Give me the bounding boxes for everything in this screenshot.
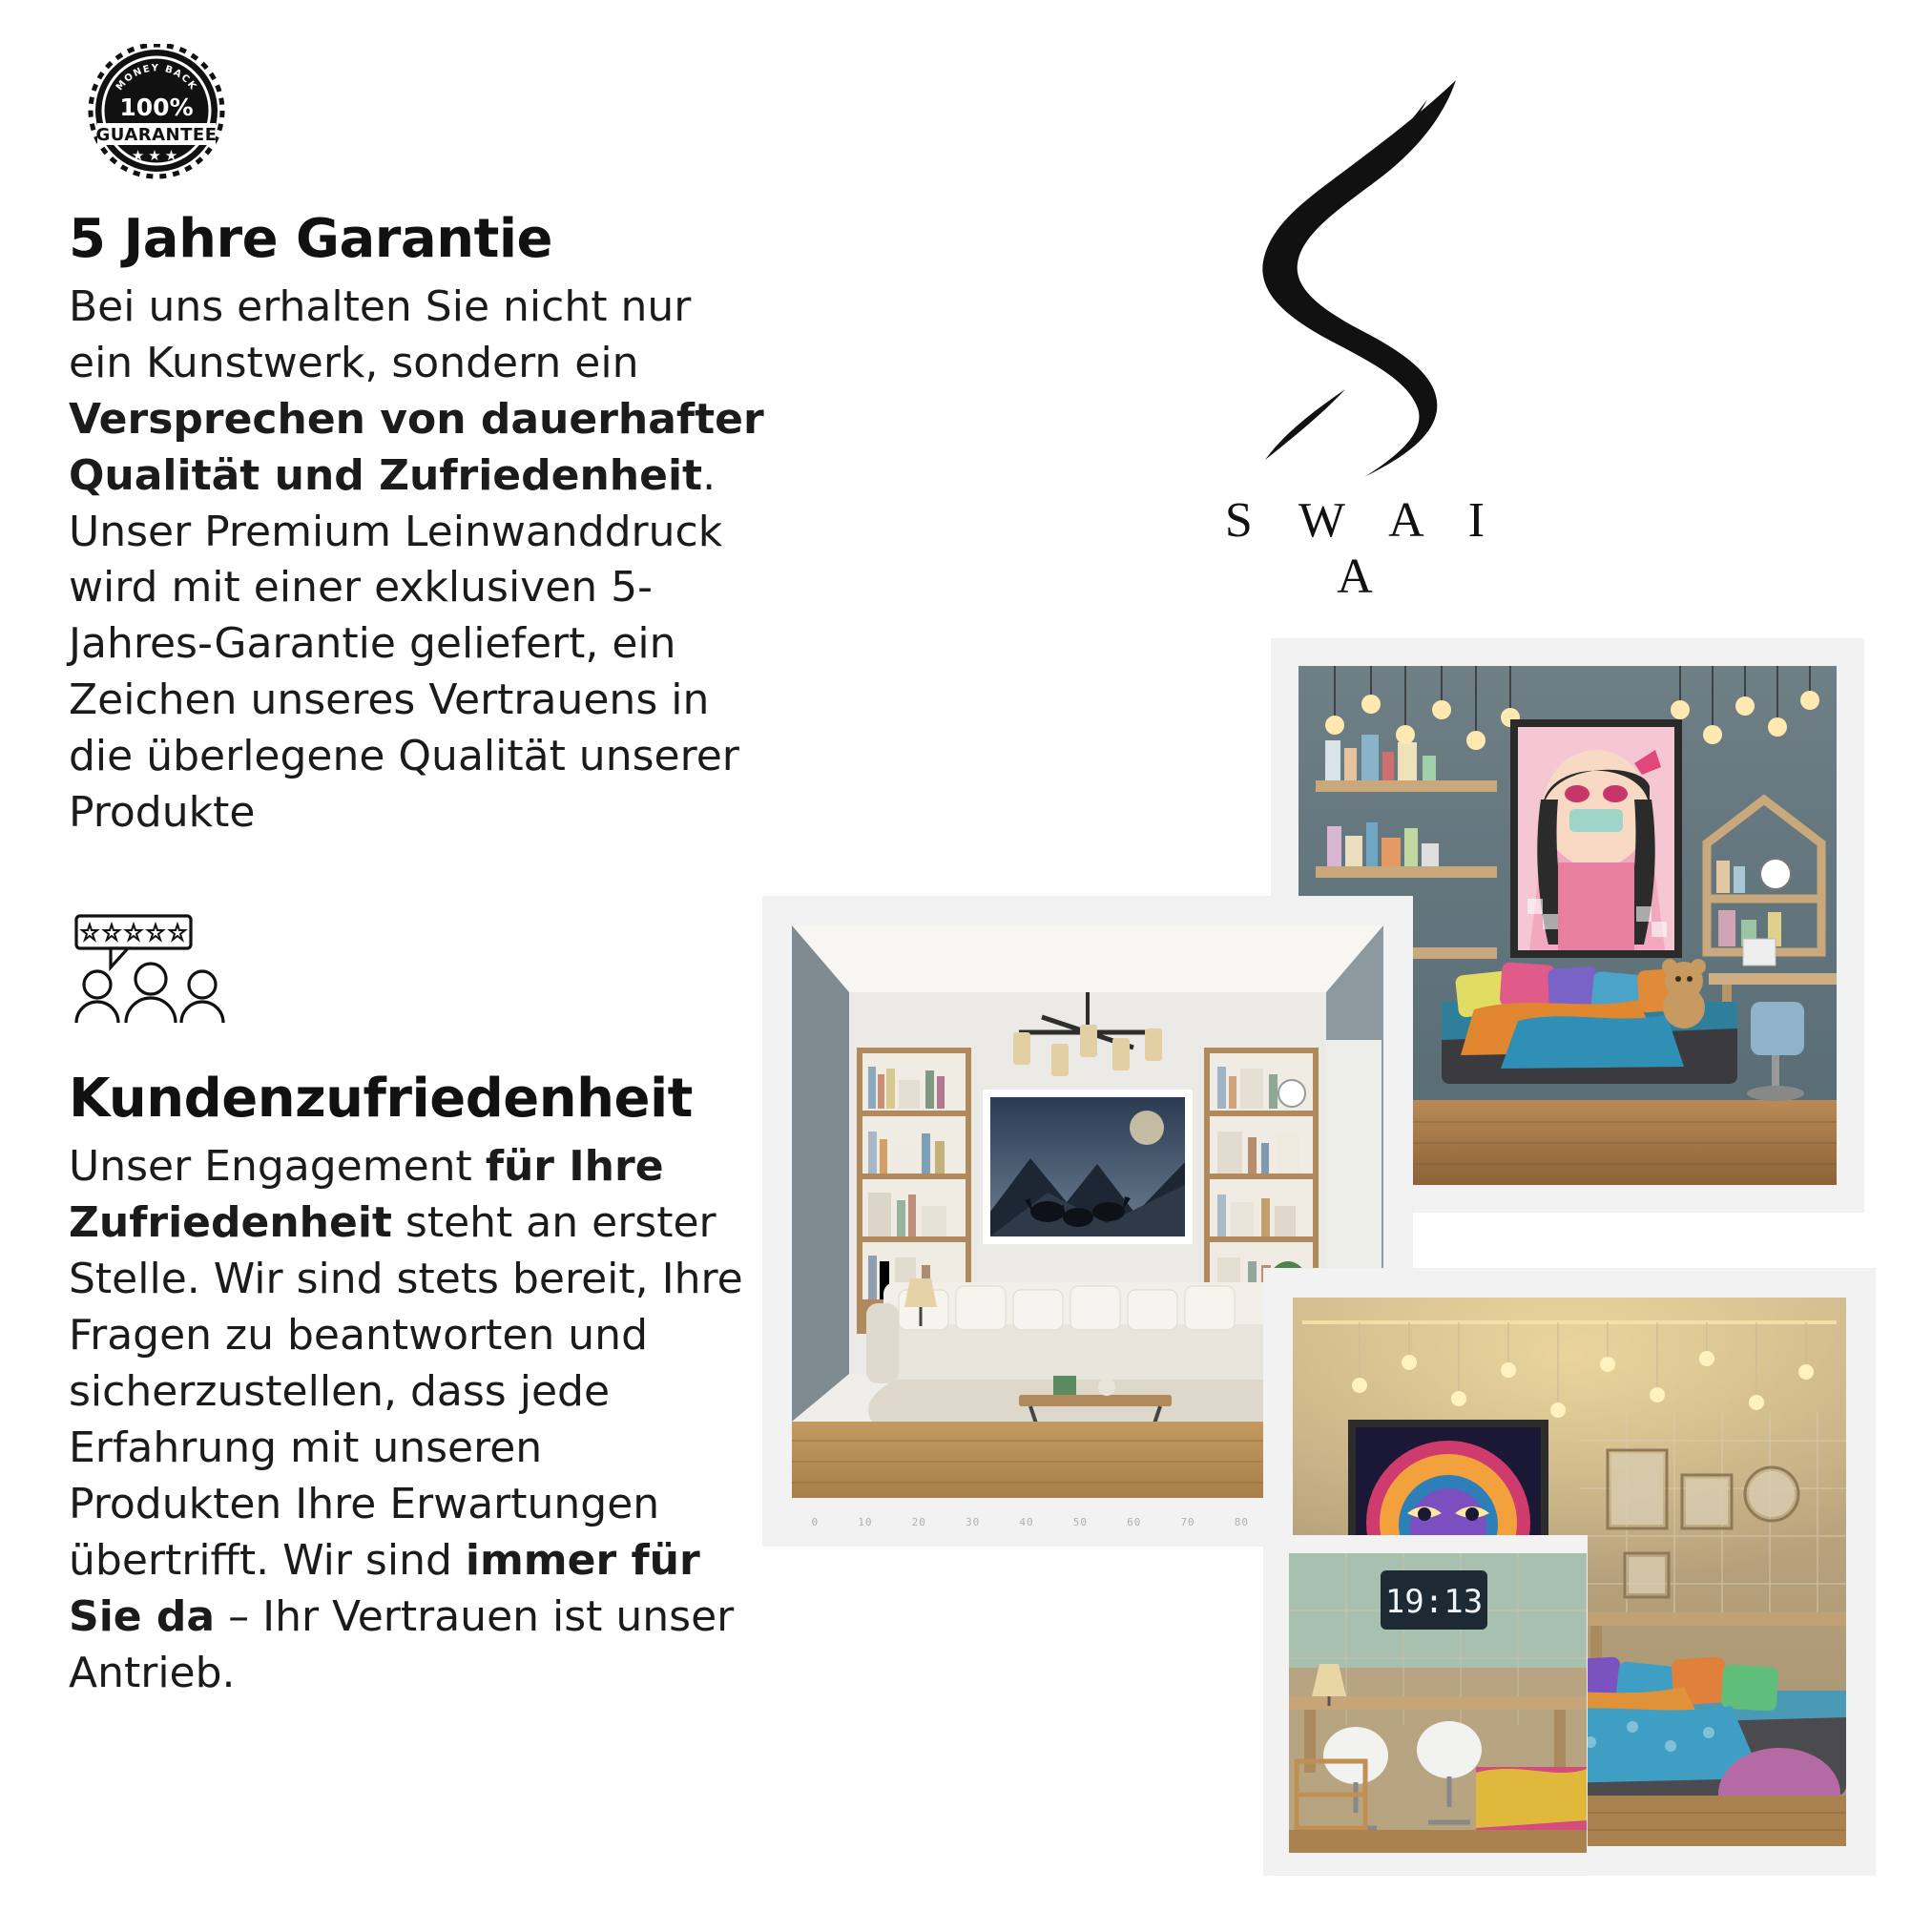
customer-review-group-icon	[69, 910, 236, 1049]
desk-corner-illustration	[1289, 1553, 1587, 1853]
people-stars-icon	[69, 910, 236, 1049]
satisfaction-paragraph	[69, 1139, 765, 1702]
satisfaction-text-part-3: steht an erster Stelle. Wir sind stets bereit, Ihre Fragen zu beantworten und sicherzustellen, dass jede Erfahrung mit unseren Produkten Ihre Erwartungen übertrifft. Wir sind	[69, 1197, 743, 1585]
ruler-tick: 60	[1127, 1515, 1142, 1528]
ruler-tick: 30	[966, 1515, 981, 1528]
ruler-tick: 50	[1072, 1515, 1088, 1528]
warranty-title: 5 Jahre Garantie	[69, 208, 553, 270]
svg-text:100%: 100%	[119, 93, 194, 121]
ruler-tick: 40	[1019, 1515, 1034, 1528]
desk-clock-time: 19:13	[1384, 1583, 1484, 1621]
section-satisfaction	[69, 910, 765, 1701]
warranty-text-part-1: Bei uns erhalten Sie nicht nur ein Kunstwerk, sondern ein	[69, 281, 692, 387]
money-back-guarantee-badge	[69, 44, 250, 197]
warranty-text-part-2: Versprechen von dauerhafter Qualität und Zufriedenheit	[69, 394, 764, 500]
satisfaction-title: Kundenzufriedenheit	[69, 1068, 693, 1131]
kids-room-desk-image	[1289, 1553, 1587, 1853]
ruler-tick: 20	[911, 1515, 926, 1528]
kids-room-desk-clock	[1272, 1536, 1587, 1870]
warranty-paragraph	[69, 280, 765, 842]
ruler-tick: 70	[1180, 1515, 1195, 1528]
warranty-text-part-3: . Unser Premium Leinwanddruck wird mit einer exklusiven 5-Jahres-Garantie geliefert, ein Zeichen unseres Vertrauens in die überlegene Qualität unserer Produkte	[69, 450, 739, 838]
svg-text:★★★: ★★★	[131, 147, 182, 164]
guarantee-badge-icon	[69, 44, 245, 187]
ruler-tick: 0	[811, 1515, 820, 1528]
svg-text:MONEY BACK: MONEY BACK	[114, 63, 199, 93]
ruler-tick: 80	[1234, 1515, 1250, 1528]
ruler-tick: 10	[858, 1515, 873, 1528]
brand-wordmark: S W A I A	[1224, 493, 1503, 604]
left-text-column	[69, 38, 765, 1702]
satisfaction-text-part-2: für Ihre Zufriedenheit	[69, 1141, 664, 1247]
satisfaction-text-part-4: immer für Sie da	[69, 1535, 700, 1641]
svg-text:GUARANTEE: GUARANTEE	[95, 125, 218, 145]
brand-logo	[1197, 74, 1512, 605]
satisfaction-text-part-1: Unser Engagement	[69, 1141, 486, 1191]
swaia-s-monogram-icon	[1231, 74, 1479, 485]
section-warranty	[69, 44, 765, 841]
satisfaction-text-part-5: – Ihr Vertrauen ist unser Antrieb.	[69, 1591, 735, 1697]
